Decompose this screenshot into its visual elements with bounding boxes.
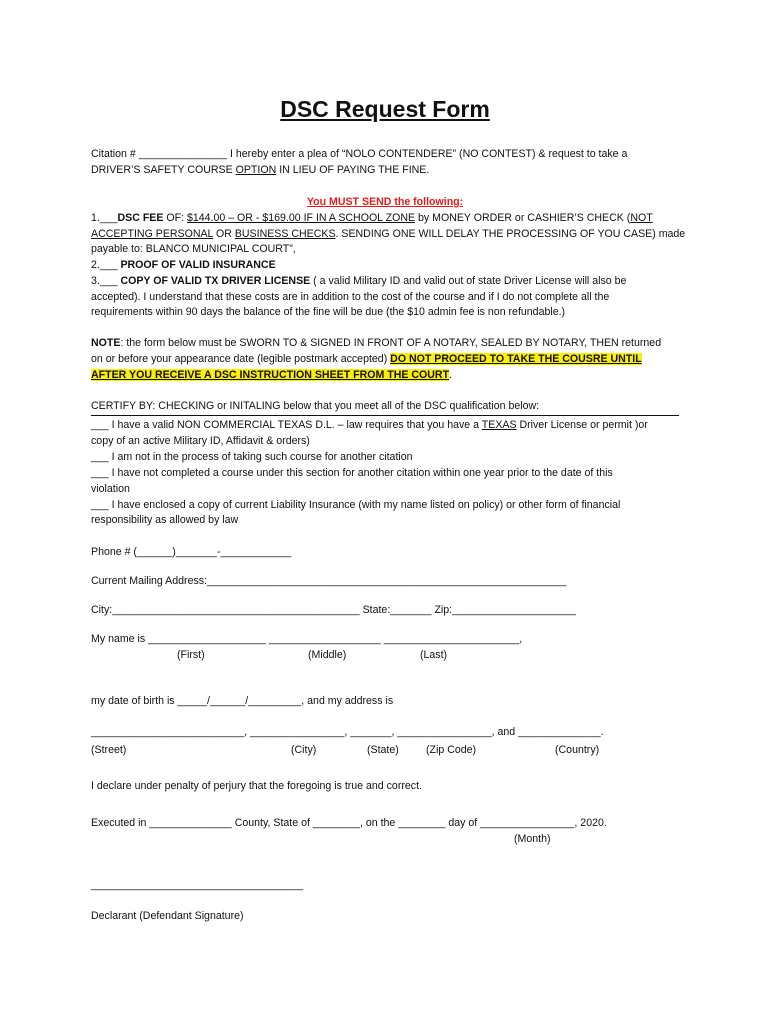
address-field[interactable]: __________________________, ________________, _______, ________________, and ______________.: [91, 726, 604, 738]
qualification-1-cont: copy of an active Military ID, Affidavit & orders): [91, 435, 310, 447]
item-2-number: 2.___: [91, 259, 121, 271]
declarant-label: Declarant (Defendant Signature): [91, 910, 244, 922]
certify-heading: CERTIFY BY: CHECKING or INITALING below that you meet all of the DSC qualification below:: [91, 400, 540, 412]
signature-line[interactable]: ____________________________________: [91, 879, 304, 891]
qualification-3-cont: violation: [91, 483, 130, 495]
texas-text: TEXAS: [481, 419, 517, 431]
note-text-2: on or before your appearance date (legible postmark accepted): [91, 353, 391, 365]
mailing-address-field[interactable]: Current Mailing Address:_____________________________________________________________: [91, 575, 567, 587]
executed-field[interactable]: Executed in ______________ County, State of ________, on the ________ day of ________________, 2020.: [91, 817, 607, 829]
driver-license-label: COPY OF VALID TX DRIVER LICENSE: [120, 275, 311, 287]
declaration-text: I declare under penalty of perjury that the foregoing is true and correct.: [91, 780, 422, 792]
date-of-birth-field[interactable]: my date of birth is _____/______/_________, and my address is: [91, 695, 394, 707]
zip-code-label: (Zip Code): [426, 744, 477, 756]
note-line-3: [91, 368, 691, 383]
name-field[interactable]: My name is ____________________ ___________________ _______________________,: [91, 633, 523, 645]
state-label: (State): [367, 744, 399, 756]
item-1-payment: by MONEY ORDER or CASHIER’S CHECK (: [415, 212, 631, 224]
item-1-line-2: [91, 227, 691, 242]
item-3-text: ( a valid Military ID and valid out of state Driver License will also be: [310, 275, 627, 287]
middle-name-label: (Middle): [308, 649, 347, 661]
note-text: : the form below must be SWORN TO & SIGNED IN FRONT OF A NOTARY, SEALED BY NOTARY, THEN returned: [120, 337, 662, 349]
item-1-or: OR: [213, 228, 235, 240]
item-3-number: 3.___: [91, 275, 121, 287]
note-label: NOTE: [91, 337, 121, 349]
phone-field[interactable]: Phone # (______)_______-____________: [91, 546, 292, 558]
intro-line-2: [91, 163, 691, 178]
fee-amount: $144.00 – OR - $169.00 IF IN A SCHOOL ZONE: [186, 212, 416, 224]
first-name-label: (First): [177, 649, 205, 661]
accepting-personal: ACCEPTING PERSONAL: [91, 228, 214, 240]
page-title: DSC Request Form: [280, 96, 490, 122]
note-period: .: [449, 369, 452, 381]
item-3-line-3: requirements within 90 days the balance of the fine will be due (the $10 admin fee is non refundable.): [91, 306, 566, 318]
item-1-delay: . SENDING ONE WILL DELAY THE PROCESSING OF YOU CASE) made: [335, 228, 686, 240]
qualification-4-cont: responsibility as allowed by law: [91, 514, 239, 526]
item-3-line-1: [91, 274, 691, 289]
city-state-zip-field[interactable]: City:__________________________________________ State:_______ Zip:_____________________: [91, 604, 576, 616]
instruction-sheet-warning: AFTER YOU RECEIVE A DSC INSTRUCTION SHEET FROM THE COURT: [91, 369, 450, 381]
intro-text: DRIVER’S SAFETY COURSE: [91, 164, 236, 176]
city-label: (City): [291, 744, 317, 756]
note-line-1: [91, 336, 691, 351]
qualification-3[interactable]: ___ I have not completed a course under this section for another citation within one year prior to the date of this: [91, 467, 613, 479]
note-line-2: [91, 352, 691, 367]
qualification-2[interactable]: ___ I am not in the process of taking such course for another citation: [91, 451, 413, 463]
proof-of-insurance-label: PROOF OF VALID INSURANCE: [120, 259, 276, 271]
qual-1-text-end: Driver License or permit )or: [516, 419, 648, 431]
qualification-4[interactable]: ___ I have enclosed a copy of current Liability Insurance (with my name listed on policy) or other form of financial: [91, 499, 621, 511]
qual-1-text: ___ I have a valid NON COMMERCIAL TEXAS D.L. – law requires that you have a: [91, 419, 482, 431]
do-not-proceed-warning: DO NOT PROCEED TO TAKE THE COUSRE UNTIL: [390, 353, 642, 365]
qualification-1[interactable]: [91, 418, 691, 433]
dsc-fee-label: DSC FEE: [117, 212, 164, 224]
month-label: (Month): [514, 833, 551, 845]
country-label: (Country): [555, 744, 600, 756]
street-label: (Street): [91, 744, 127, 756]
last-name-label: (Last): [420, 649, 448, 661]
must-send-heading: [91, 195, 679, 210]
item-1-not: NOT: [630, 212, 653, 224]
item-1-number: 1.___: [91, 212, 118, 224]
option-text: OPTION: [235, 164, 277, 176]
item-1-of: OF:: [163, 212, 187, 224]
certify-rule: [91, 415, 679, 416]
item-3-line-2: accepted). I understand that these costs are in addition to the cost of the course and if I do not complete all the: [91, 291, 610, 303]
intro-line-1: Citation # _______________ I hereby enter a plea of “NOLO CONTENDERE” (NO CONTEST) & request to take a: [91, 148, 628, 160]
must-send-text: You MUST SEND the following:: [306, 196, 464, 208]
business-checks: BUSINESS CHECKS: [234, 228, 336, 240]
intro-text-end: IN LIEU OF PAYING THE FINE.: [276, 164, 430, 176]
item-2: [91, 258, 691, 273]
item-1-line-3: payable to: BLANCO MUNICIPAL COURT”,: [91, 243, 296, 255]
item-1-line-1: [91, 211, 691, 226]
